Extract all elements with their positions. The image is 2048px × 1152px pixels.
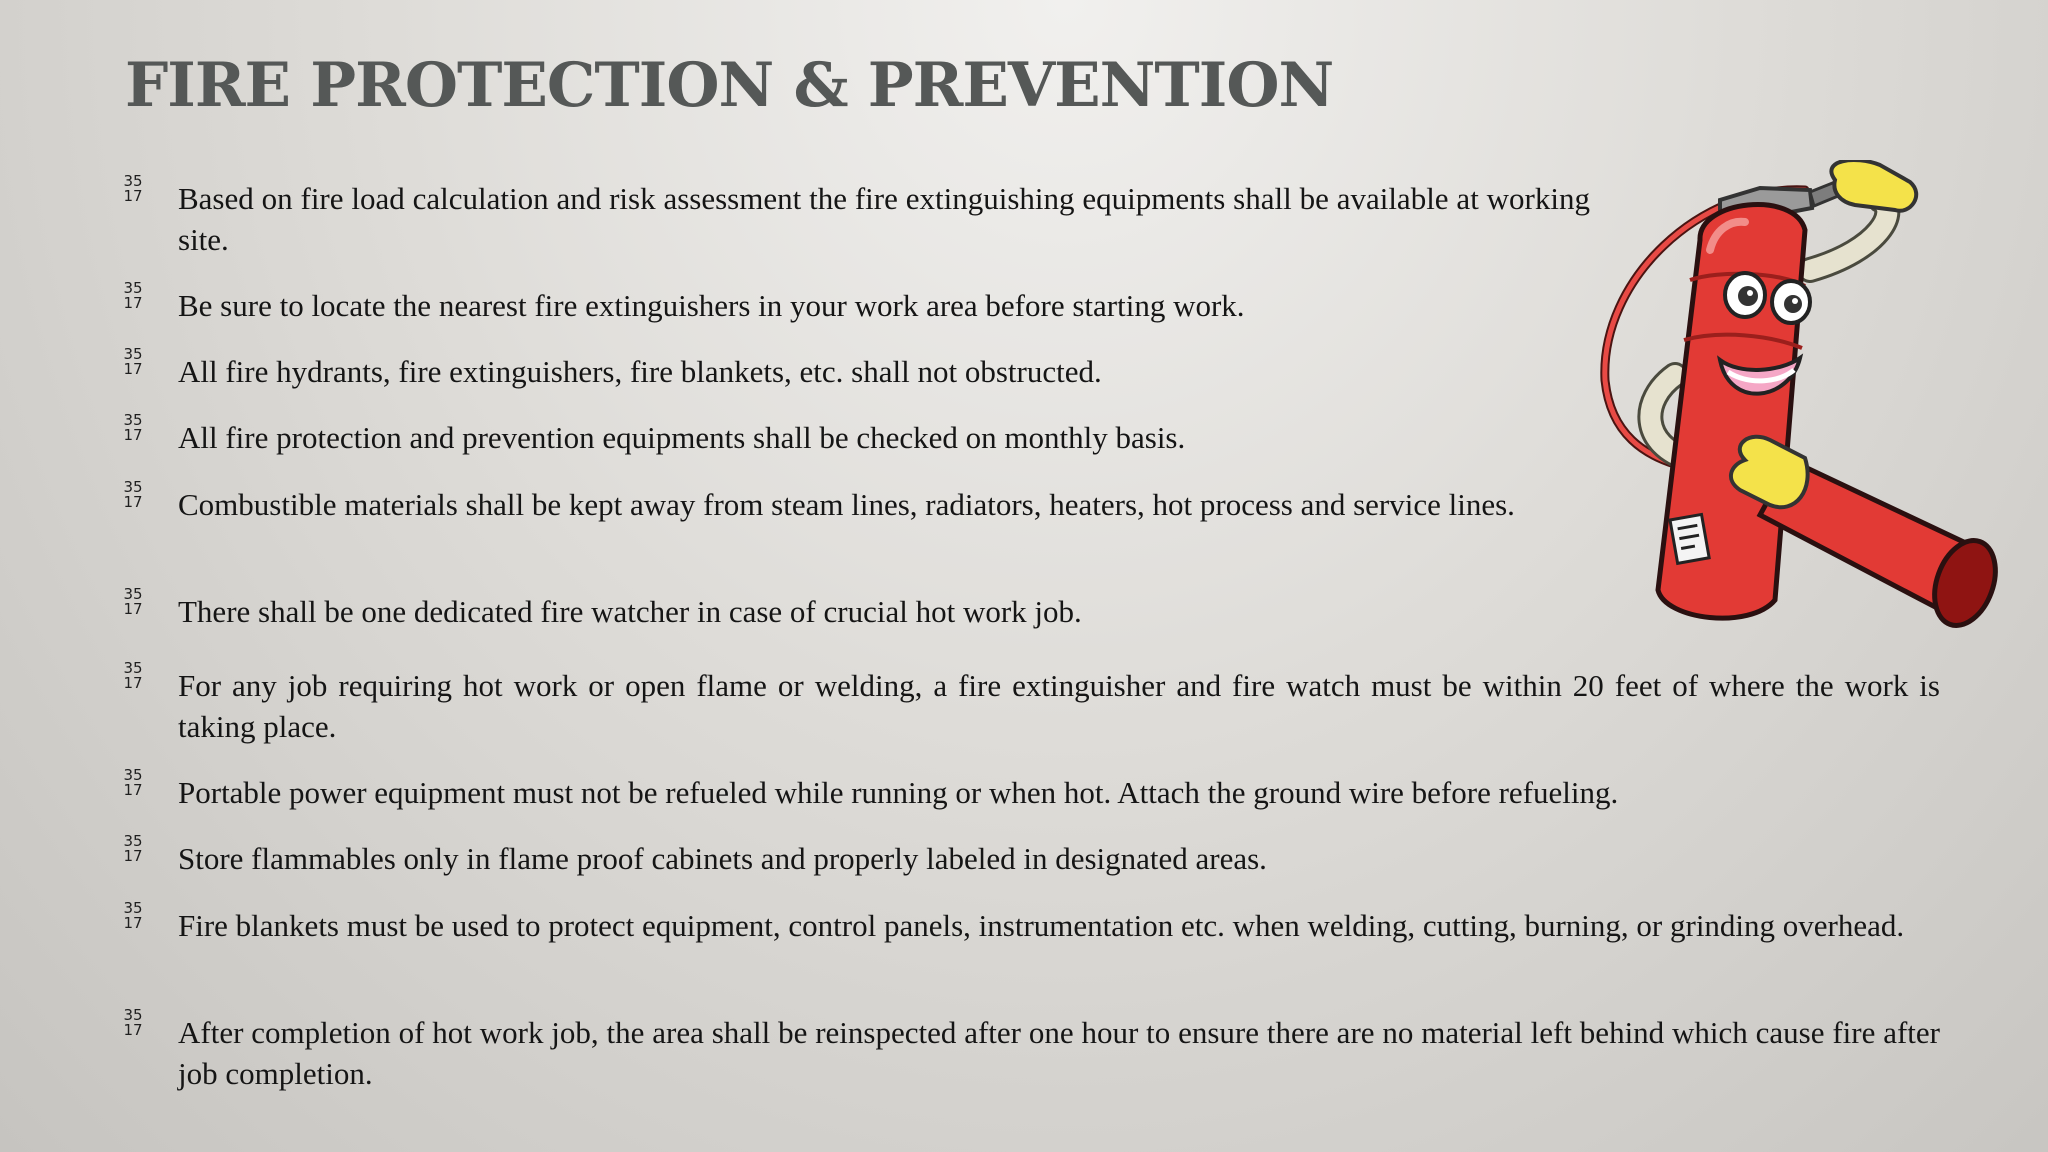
bullet-marker-icon: 35 17	[123, 899, 143, 932]
bullet-marker-icon: 35 17	[123, 1006, 143, 1039]
bullet-item	[123, 279, 1590, 326]
bullet-text: After completion of hot work job, the area shall be reinspected after one hour to ensure there are no material left behind which cause fire after job completion.	[178, 1015, 1940, 1091]
bullet-item	[123, 1006, 1940, 1094]
bullet-marker-icon: 35 17	[123, 172, 143, 205]
bullet-item	[123, 585, 1590, 632]
bullet-item	[123, 411, 1590, 458]
bullet-text: There shall be one dedicated fire watcher in case of crucial hot work job.	[178, 594, 1082, 629]
bullet-marker-icon: 35 17	[123, 832, 143, 865]
bullet-item	[123, 832, 1940, 879]
slide-title: FIRE PROTECTION & PREVENTION	[125, 50, 1334, 121]
bullet-marker-icon: 35 17	[123, 478, 143, 511]
bullet-text: All fire protection and prevention equipments shall be checked on monthly basis.	[178, 420, 1186, 455]
bullet-text: For any job requiring hot work or open flame or welding, a fire extinguisher and fire watch must be within 20 feet of where the work is taking place.	[178, 668, 1940, 744]
bullet-item	[123, 766, 1940, 813]
bullet-item	[123, 899, 1940, 946]
bullet-text: Store flammables only in flame proof cabinets and properly labeled in designated areas.	[178, 841, 1267, 876]
bullet-text: Combustible materials shall be kept away from steam lines, radiators, heaters, hot process and service lines.	[178, 487, 1515, 522]
bullet-text: Portable power equipment must not be refueled while running or when hot. Attach the ground wire before refueling.	[178, 775, 1619, 810]
bullet-marker-icon: 35 17	[123, 585, 143, 618]
bullet-item	[123, 478, 1590, 525]
bullet-item	[123, 172, 1590, 260]
bullet-marker-icon: 35 17	[123, 659, 143, 692]
bullet-item	[123, 345, 1590, 392]
fire-extinguisher-cartoon-icon	[1580, 160, 2020, 660]
bullet-marker-icon: 35 17	[123, 411, 143, 444]
bullet-text: Fire blankets must be used to protect equipment, control panels, instrumentation etc. when welding, cutting, burning, or grinding overhead.	[178, 908, 1905, 943]
bullet-marker-icon: 35 17	[123, 279, 143, 312]
bullet-text: All fire hydrants, fire extinguishers, fire blankets, etc. shall not obstructed.	[178, 354, 1102, 389]
bullet-text: Be sure to locate the nearest fire extinguishers in your work area before starting work.	[178, 288, 1245, 323]
bullet-text: Based on fire load calculation and risk assessment the fire extinguishing equipments shall be available at working site.	[178, 181, 1590, 257]
bullet-marker-icon: 35 17	[123, 345, 143, 378]
bullet-marker-icon: 35 17	[123, 766, 143, 799]
bullet-item	[123, 659, 1940, 747]
